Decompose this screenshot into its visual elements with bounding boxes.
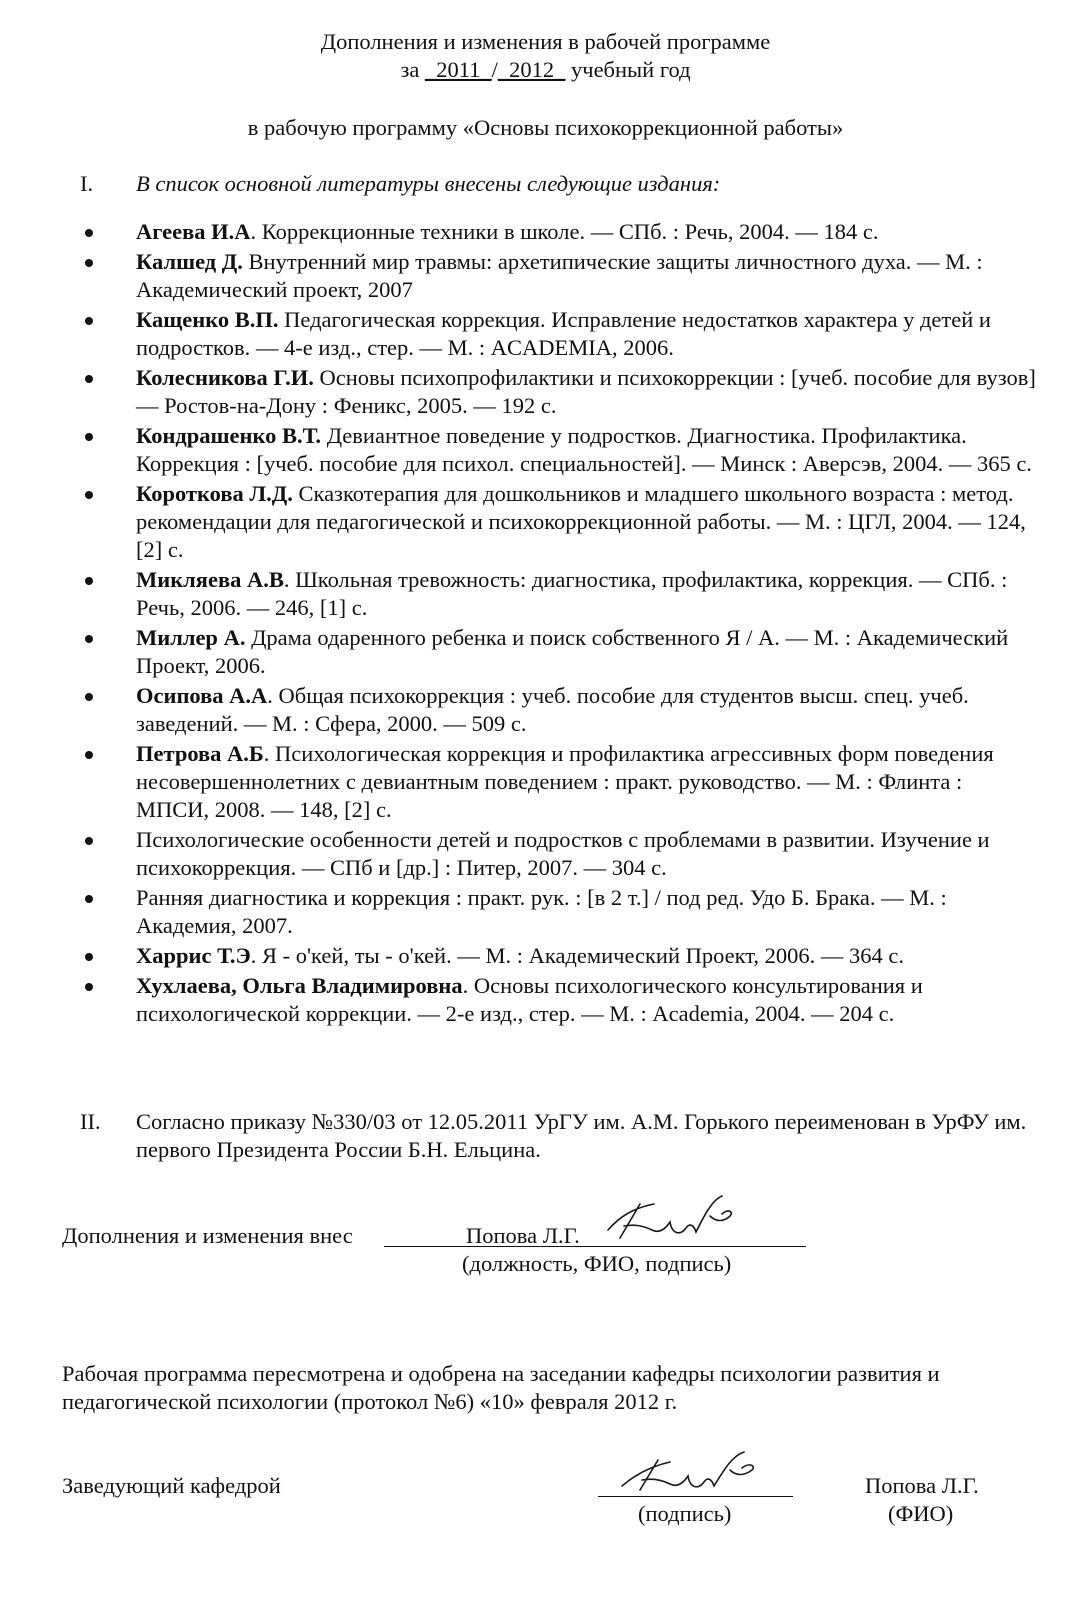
literature-author: Кащенко В.П.	[136, 307, 279, 332]
academic-year-line	[0, 56, 1091, 84]
literature-author: Колесникова Г.И.	[136, 365, 314, 390]
bullet-icon	[85, 229, 93, 237]
year-prefix: за	[400, 57, 425, 82]
literature-author: Калшед Д.	[136, 249, 243, 274]
document-title: Дополнения и изменения в рабочей программе	[320, 29, 771, 54]
literature-author: Микляева А.В	[136, 567, 284, 592]
literature-entry	[136, 306, 1040, 362]
year-from: _2011_	[424, 57, 492, 82]
head-name-caption: (ФИО)	[888, 1501, 954, 1526]
literature-entry	[136, 566, 1040, 622]
literature-item	[0, 972, 1091, 1028]
literature-entry	[136, 364, 1040, 420]
literature-description: Драма одаренного ребенка и поиск собственного Я / А. — М. : Академический Проект, 2006.	[136, 625, 1009, 678]
section-2-numeral: II.	[80, 1109, 101, 1134]
literature-author: Петрова А.Б	[136, 741, 264, 766]
literature-author: Хухлаева, Ольга Владимировна	[136, 973, 463, 998]
bullet-icon	[85, 953, 93, 961]
literature-item	[0, 480, 1091, 564]
literature-entry	[136, 480, 1040, 564]
literature-description: . Коррекционные техники в школе. — СПб. : Речь, 2004. — 184 с.	[250, 219, 879, 244]
literature-item	[0, 218, 1091, 246]
literature-item	[0, 248, 1091, 304]
literature-description: Педагогическая коррекция. Исправление недостатков характера у детей и подростков. — 4-е изд., стер. — М. : ACADEMIA, 2006.	[136, 307, 991, 360]
literature-author: Кондрашенко В.Т.	[136, 423, 322, 448]
literature-item	[0, 306, 1091, 362]
section-2-text: Согласно приказу №330/03 от 12.05.2011 УрГУ им. А.М. Горького переименован в УрФУ им. первого Президента России Б.Н. Ельцина.	[136, 1109, 1027, 1162]
literature-entry	[136, 740, 1040, 824]
bullet-icon	[85, 433, 93, 441]
head-sign-caption: (подпись)	[638, 1501, 732, 1526]
program-name: в рабочую программу «Основы психокоррекционной работы»	[247, 115, 844, 140]
literature-item	[0, 682, 1091, 738]
bullet-icon	[85, 895, 93, 903]
literature-author: Миллер А.	[136, 625, 246, 650]
literature-entry	[136, 826, 1040, 882]
literature-entry	[136, 682, 1040, 738]
literature-item	[0, 884, 1091, 940]
literature-item	[0, 624, 1091, 680]
literature-entry	[136, 422, 1040, 478]
changes-name: Попова Л.Г.	[466, 1223, 580, 1248]
literature-entry	[136, 884, 1040, 940]
literature-description: Внутренний мир травмы: архетипические защиты личностного духа. — М. : Академический проект, 2007	[136, 249, 983, 302]
literature-description: Основы психопрофилактики и психокоррекции : [учеб. пособие для вузов] — Ростов-на-Дону : Феникс, 2005. — 192 с.	[136, 365, 1036, 418]
literature-item	[0, 422, 1091, 478]
approval-text: Рабочая программа пересмотрена и одобрена на заседании кафедры психологии развития и педагогической психологии (протокол №6) «10» февраля 2012 г.	[62, 1361, 940, 1414]
literature-author: Агеева И.А	[136, 219, 251, 244]
section-1-numeral: I.	[80, 171, 94, 196]
bullet-icon	[85, 577, 93, 585]
literature-author: Осипова А.А	[136, 683, 268, 708]
literature-item	[0, 566, 1091, 622]
head-name: Попова Л.Г.	[865, 1473, 979, 1498]
bullet-icon	[85, 491, 93, 499]
year-to: _2012_	[497, 57, 566, 82]
bullet-icon	[85, 693, 93, 701]
literature-entry	[136, 972, 1040, 1028]
literature-list	[0, 218, 1091, 1030]
literature-description: . Я - о'кей, ты - о'кей. — М. : Академический Проект, 2006. — 364 с.	[250, 943, 905, 968]
bullet-icon	[85, 635, 93, 643]
literature-entry	[136, 942, 1040, 970]
literature-entry	[136, 624, 1040, 680]
literature-description: Сказкотерапия для дошкольников и младшего школьного возраста : метод. рекомендации для педагогической и психокоррекционной работы. — М. : ЦГЛ, 2004. — 124, [2] с.	[136, 481, 1026, 562]
literature-item	[0, 942, 1091, 970]
literature-description: . Общая психокоррекция : учеб. пособие для студентов высш. спец. учеб. заведений. — М. : Сфера, 2000. — 509 с.	[136, 683, 969, 736]
literature-description: . Основы психологического консультирования и психологической коррекции. — 2-е изд., стер. — М. : Academia, 2004. — 204 с.	[136, 973, 923, 1026]
literature-author: Короткова Л.Д.	[136, 481, 293, 506]
head-label: Заведующий кафедрой	[62, 1473, 281, 1498]
literature-description: Девиантное поведение у подростков. Диагностика. Профилактика. Коррекция : [учеб. пособие для психол. специальностей]. — Минск : Аверсэв, 2004. — 365 с.	[136, 423, 1032, 476]
bullet-icon	[85, 837, 93, 845]
changes-label: Дополнения и изменения внес	[62, 1223, 353, 1248]
literature-description: Психологические особенности детей и подростков с проблемами в развитии. Изучение и психокоррекция. — СПб и [др.] : Питер, 2007. — 304 с.	[136, 827, 990, 880]
bullet-icon	[85, 317, 93, 325]
bullet-icon	[85, 983, 93, 991]
year-separator: /	[491, 57, 498, 82]
literature-author: Харрис Т.Э	[136, 943, 251, 968]
signature-icon	[600, 1186, 750, 1252]
literature-item	[0, 364, 1091, 420]
literature-description: . Школьная тревожность: диагностика, профилактика, коррекция. — СПб. : Речь, 2006. — 246, [1] с.	[136, 567, 1008, 620]
literature-entry	[136, 248, 1040, 304]
literature-description: . Психологическая коррекция и профилактика агрессивных форм поведения несовершеннолетних с девиантным поведением : практ. руководство. — М. : Флинта : МПСИ, 2008. — 148, [2] с.	[136, 741, 994, 822]
section-1-heading: В список основной литературы внесены следующие издания:	[136, 171, 721, 196]
literature-item	[0, 826, 1091, 882]
literature-entry	[136, 218, 1040, 246]
bullet-icon	[85, 375, 93, 383]
literature-item	[0, 740, 1091, 824]
bullet-icon	[85, 259, 93, 267]
changes-caption: (должность, ФИО, подпись)	[462, 1251, 732, 1276]
literature-description: Ранняя диагностика и коррекция : практ. рук. : [в 2 т.] / под ред. Удо Б. Брака. — М. : Академия, 2007.	[136, 885, 947, 938]
head-signature-icon	[612, 1440, 772, 1500]
year-suffix: учебный год	[565, 57, 691, 82]
bullet-icon	[85, 751, 93, 759]
